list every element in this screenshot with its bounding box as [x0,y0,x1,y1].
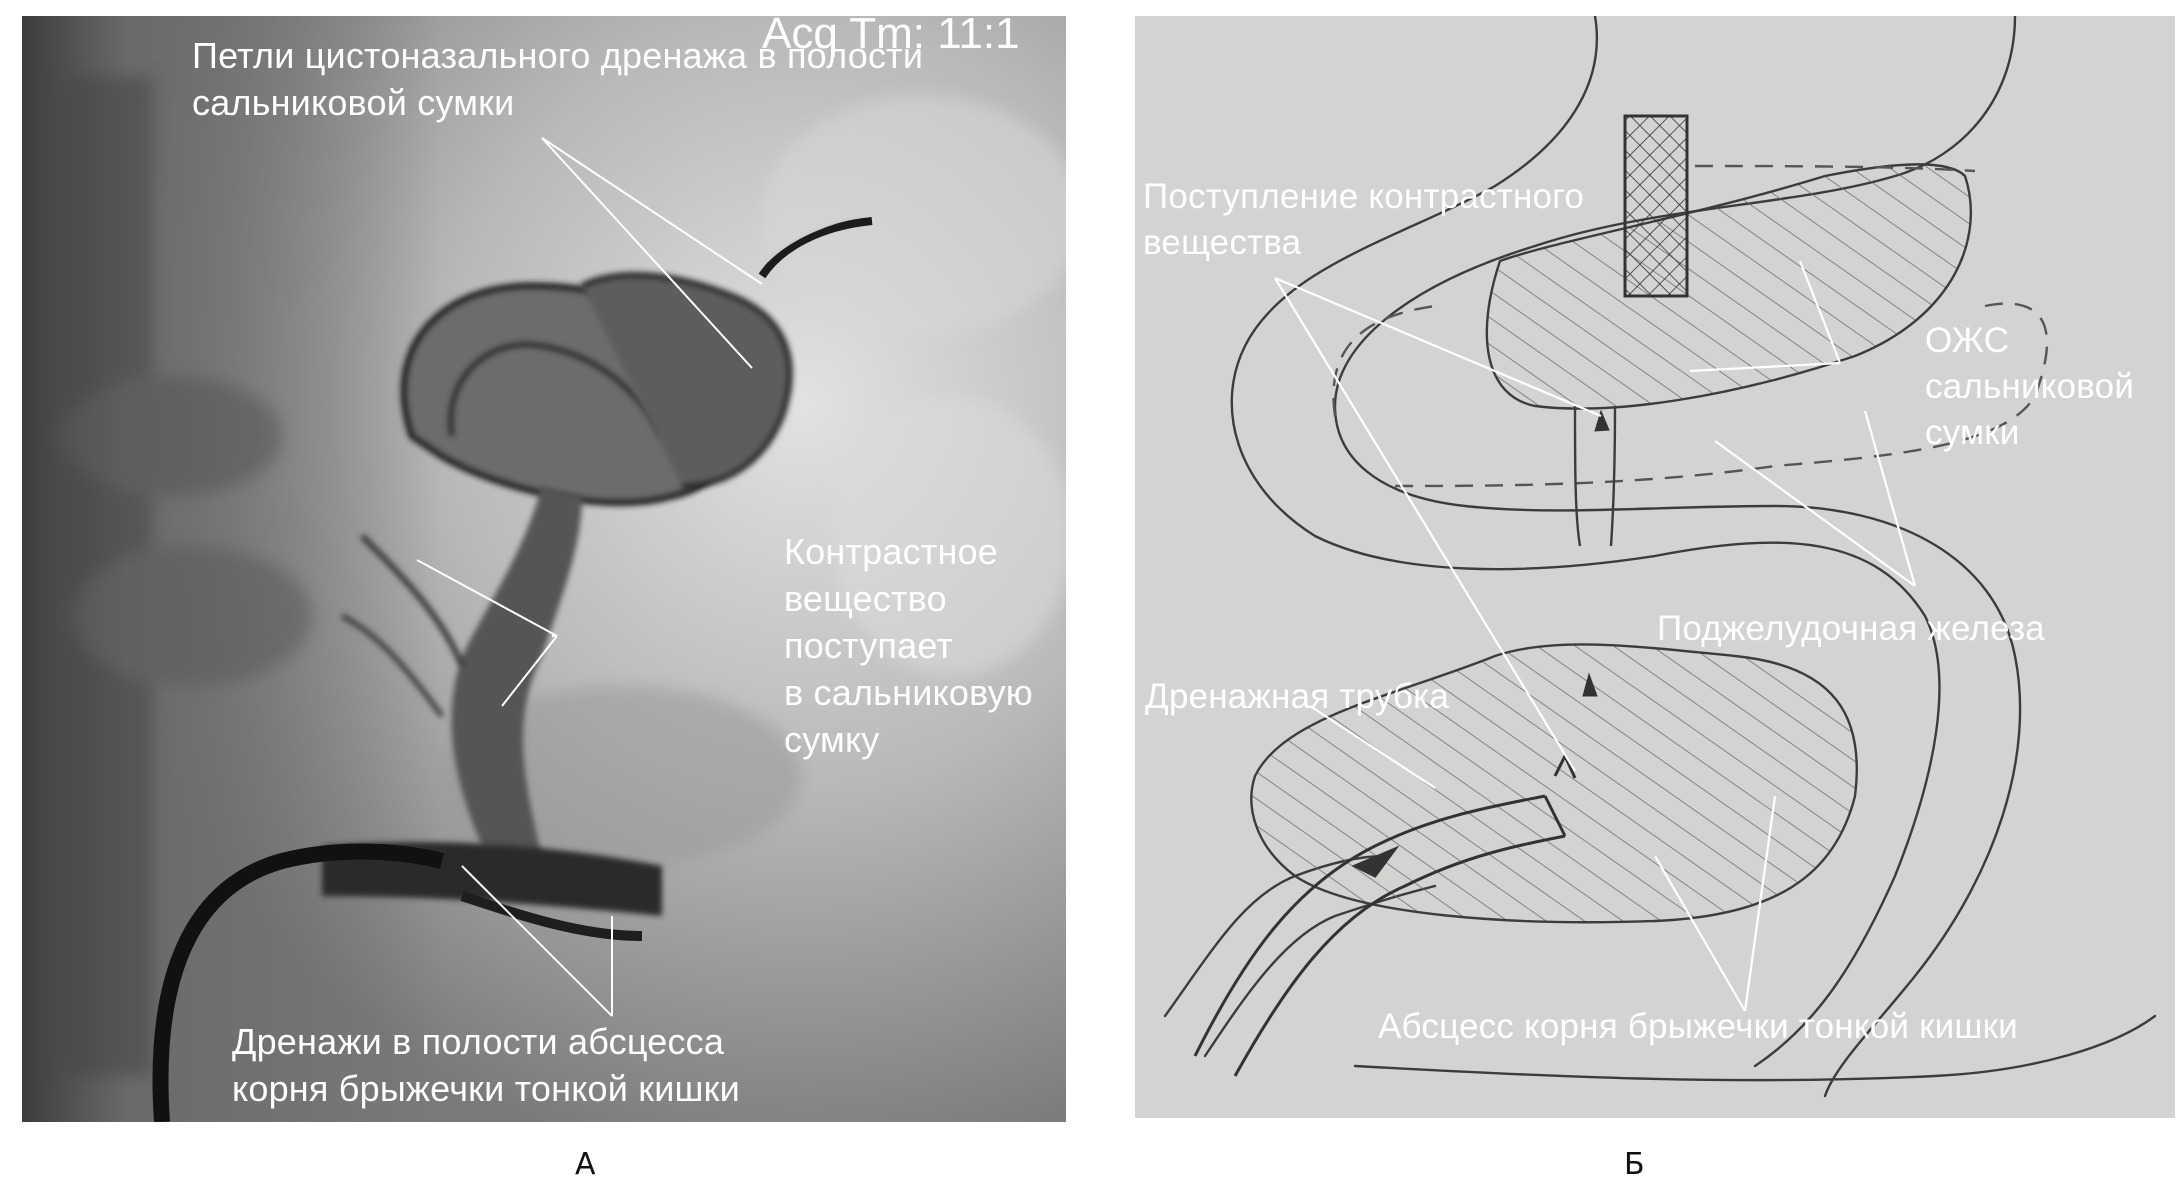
panel-a-caption: А [575,1147,596,1182]
fluoroscopy-image-panel [22,16,1066,1122]
acquisition-time-text: Acq Tm: 11:1 [762,16,1020,58]
label-contrast-entry: Контрастное вещество поступает в сальниковую сумку [784,531,1034,760]
panel-b-caption: Б [1624,1147,1645,1182]
label-abscess-drains: Дренажи в полости абсцесса корня брыжечки тонкой кишки [232,1021,740,1109]
label-drainage-tube: Дренажная трубка [1145,677,1450,716]
label-contrast-inflow: Поступление контрастного вещества [1143,177,1585,262]
channel [1575,406,1615,546]
schematic-drawing-panel [1135,16,2175,1118]
stent [1625,116,1687,296]
label-ozhs-omental-bursa: ОЖС сальниковой сумки [1925,321,2135,452]
label-abscess-root-mesentery: Абсцесс корня брыжечки тонкой кишки [1378,1007,2018,1046]
label-pancreas: Поджелудочная железа [1657,609,2045,648]
label-drain-loops: Петли цистоназального дренажа в полости сальниковой сумки [192,35,924,123]
